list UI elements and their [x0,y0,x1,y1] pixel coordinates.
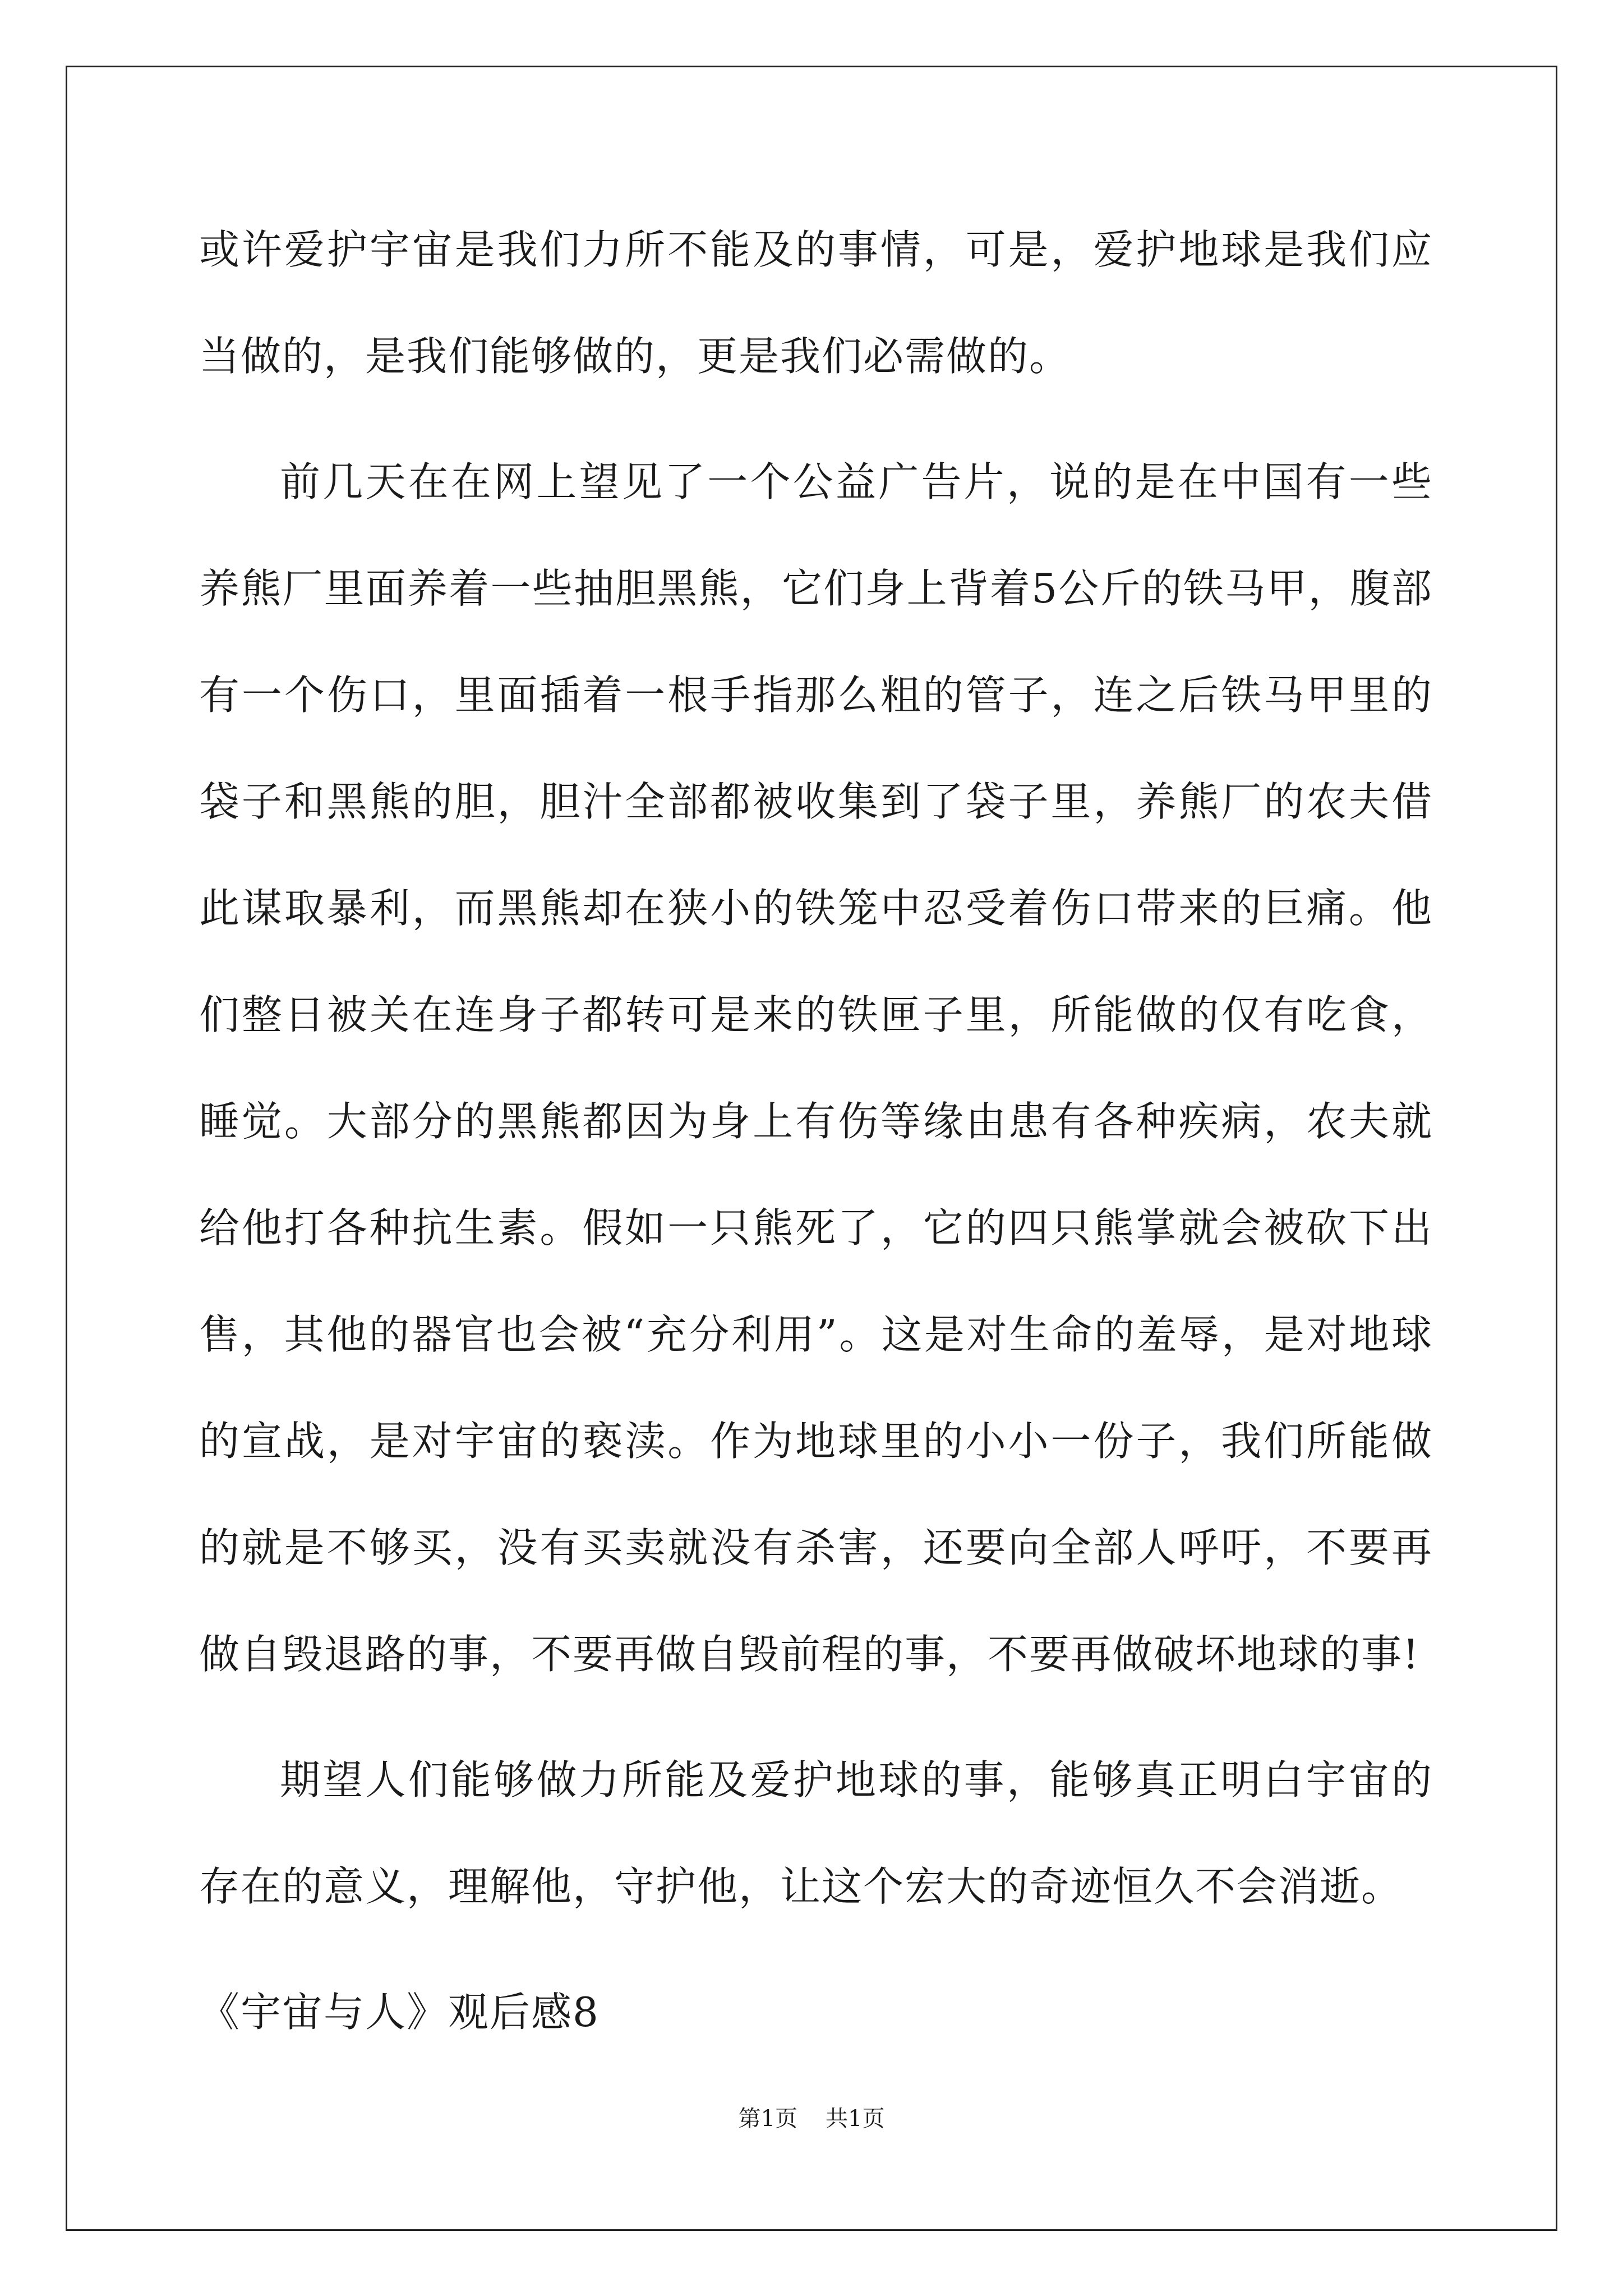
section-heading: 《宇宙与人》观后感8 [199,1989,600,2036]
page-footer [0,2101,1623,2133]
paragraph-3: 期望人们能够做力所能及爱护地球的事，能够真正明白宇宙的存在的意义，理解他，守护他，让这个宏大的奇迹恒久不会消逝。 [199,1756,1433,1910]
page-total: 共1页 [826,2106,885,2132]
page-number: 第1页 [738,2106,797,2132]
paragraph-2: 前几天在在网上望见了一个公益广告片，说的是在中国有一些养熊厂里面养着一些抽胆黑熊，它们身上背着5公斤的铁马甲，腹部有一个伤口，里面插着一根手指那么粗的管子，连之后铁马甲里的袋子和黑熊的胆，胆汁全部都被收集到了袋子里，养熊厂的农夫借此谋取暴利，而黑熊却在狭小的铁笼中忍受着伤口带来的巨痛。他们整日被关在连身子都转可是来的铁匣子里，所能做的仅有吃食，睡觉。大部分的黑熊都因为身上有伤等缘由患有各种疾病，农夫就给他打各种抗生素。假如一只熊死了，它的四只熊掌就会被砍下出售，其他的器官也会被“充分利用”。这是对生命的羞辱，是对地球的宣战，是对宇宙的亵渎。作为地球里的小小一份子，我们所能做的就是不够买，没有买卖就没有杀害，还要向全部人呼吁，不要再做自毁退路的事，不要再做自毁前程的事，不要再做破坏地球的事! [199,458,1433,1678]
paragraph-1: 或许爱护宇宙是我们力所不能及的事情，可是，爱护地球是我们应当做的，是我们能够做的，更是我们必需做的。 [199,226,1433,380]
document-body [199,196,1433,2065]
